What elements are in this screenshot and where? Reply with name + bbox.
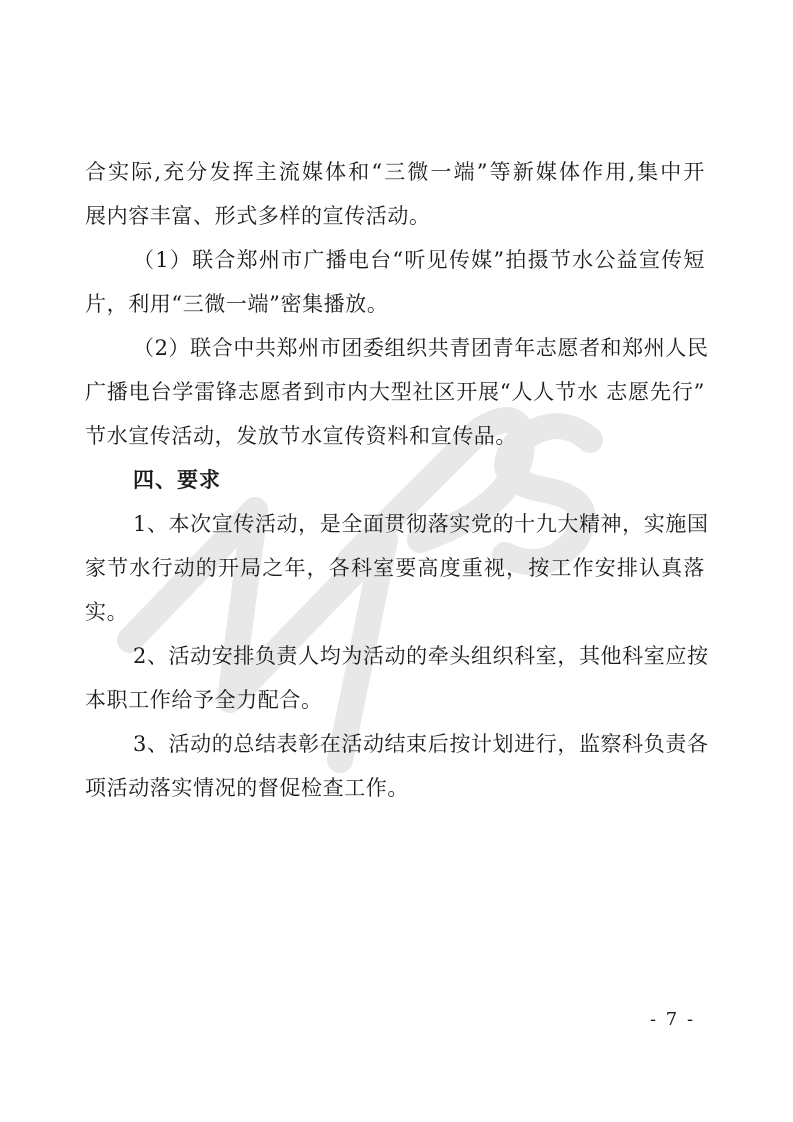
requirement-1-line-2: 家节水行动的开局之年，各科室要高度重视，按工作安排认真落 xyxy=(85,556,705,580)
item-2-line-1: （2）联合中共郑州市团委组织共青团青年志愿者和郑州人民 xyxy=(133,336,709,360)
requirement-2-line-1: 2、活动安排负责人均为活动的牵头组织科室，其他科室应按 xyxy=(133,644,709,668)
requirement-3-line-1: 3、活动的总结表彰在活动结束后按计划进行，监察科负责各 xyxy=(133,732,709,756)
item-2-line-3: 节水宣传活动，发放节水宣传资料和宣传品。 xyxy=(85,424,517,448)
page-number: - 7 - xyxy=(650,1009,696,1030)
requirement-3-line-2: 项活动落实情况的督促检查工作。 xyxy=(85,776,409,800)
item-1-line-2: 片，利用“三微一端”密集播放。 xyxy=(85,292,389,316)
item-2-line-2: 广播电台学雷锋志愿者到市内大型社区开展“人人节水 志愿先行” xyxy=(85,380,705,404)
requirement-2-line-2: 本职工作给予全力配合。 xyxy=(85,688,323,712)
watermark-w-shape xyxy=(130,510,385,760)
section-heading-requirements: 四、要求 xyxy=(133,468,221,492)
body-line-2: 展内容丰富、形式多样的宣传活动。 xyxy=(85,204,431,228)
item-1-line-1: （1）联合郑州市广播电台“听见传媒”拍摄节水公益宣传短 xyxy=(133,248,705,272)
requirement-1-line-3: 实。 xyxy=(85,600,129,624)
body-line-1: 合实际,充分发挥主流媒体和“三微一端”等新媒体作用,集中开 xyxy=(85,160,705,184)
requirement-1-line-1: 1、本次宣传活动，是全面贯彻落实党的十九大精神，实施国 xyxy=(133,512,709,536)
